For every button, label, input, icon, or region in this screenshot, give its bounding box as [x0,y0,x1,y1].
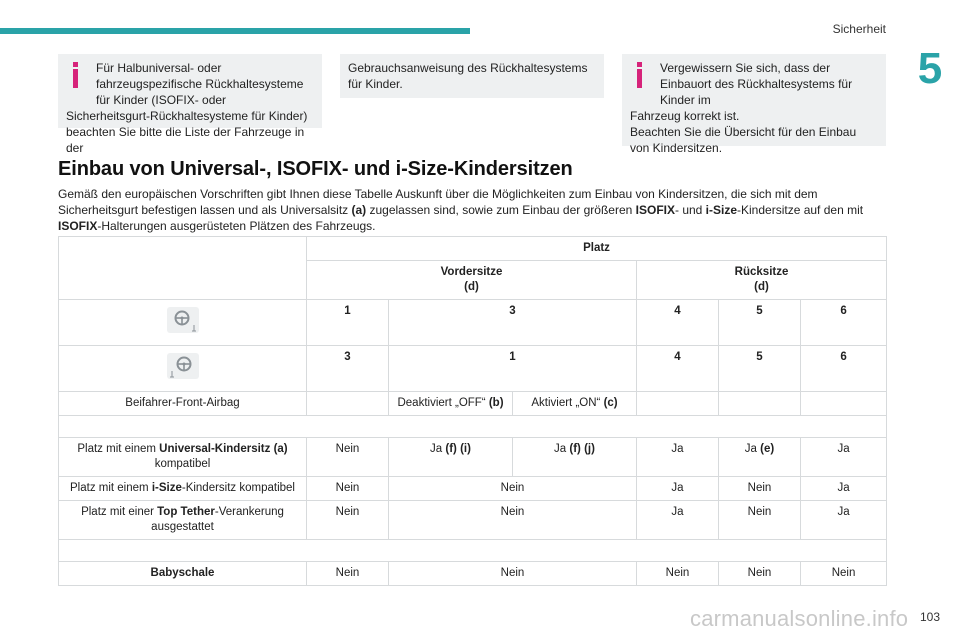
chapter-color-bar [0,28,470,34]
info-icon [632,62,648,88]
row-label: Babyschale [59,562,307,586]
row-label: Platz mit einer Top Tether-Verankerung ausgestattet [59,501,307,540]
info-icon [68,62,84,88]
table-row [59,392,887,416]
note-text-rest: Sicherheitsgurt-Rückhaltesysteme für Kinder) beachten Sie bitte die Liste der Fahrzeuge in der [66,109,308,155]
watermark: carmanualsonline.info [690,606,909,631]
page-heading: Einbau von Universal-, ISOFIX- und i-Size-Kindersitzen [58,158,573,180]
airbag-label: Beifahrer-Front-Airbag [59,392,307,416]
row-label: Platz mit einem Universal-Kindersitz (a) kompatibel [59,438,307,477]
table-row: Platz mit einem i-Size-Kindersitz kompatibel Nein Nein Ja Nein Ja [59,477,887,501]
rear-seats-header: Rücksitze (d) [637,261,887,300]
info-note-halfuniversal [58,54,322,155]
note-text-extra: Beachten Sie die Übersicht für den Einbau von Kindersitzen. [630,125,857,155]
table-row: 1 3 4 5 6 [59,300,887,346]
note-text-lead: Vergewissern Sie sich, dass der Einbauort des Rückhaltesystems für Kinder im [660,61,853,107]
table-row: 3 1 4 5 6 [59,346,887,392]
airbag-on: Aktiviert „ON“ (c) [513,392,637,416]
intro-paragraph: Gemäß den europäischen Vorschriften gibt Ihnen diese Tabelle Auskunft über die Möglichkeiten zum Einbau von Kindersitzen, die sich mit dem Sicherheitsgurt befestigen lassen und als Universalsitz (a) zugelassen sind, sowie zum Einbau der größeren ISOFIX- und i-Size-Kindersitze auf den mit ISOFIX-Halterungen ausgerüsteten Plätzen des Fahrzeugs. [58,187,864,233]
table-spacer-row [59,416,887,438]
rhd-steering-wheel-icon [166,352,200,380]
table-row: Platz mit einem Universal-Kindersitz (a) kompatibel Nein Ja (f) (i) Ja (f) (j) Ja Ja (e) Ja [59,438,887,477]
page-number: 103 [919,610,940,624]
child-seat-table [58,236,887,586]
note-text-rest: Fahrzeug korrekt ist. [630,109,740,123]
info-note-continued [340,54,604,98]
note-text-lead: Für Halbuniversal- oder fahrzeugspezifische Rückhaltesysteme für Kinder (ISOFIX- oder [96,61,304,107]
table-header-row [59,237,887,261]
table-row: Platz mit einer Top Tether-Verankerung ausgestattet Nein Nein Ja Nein Ja [59,501,887,540]
chapter-number: 5 [917,44,943,93]
info-note-placement [622,54,886,155]
front-seats-header: Vordersitze (d) [307,261,637,300]
note-text: Gebrauchsanweisung des Rückhaltesystems für Kinder. [348,61,588,91]
platz-header: Platz [307,237,887,261]
table-row: Babyschale Nein Nein Nein Nein Nein [59,562,887,586]
row-label: Platz mit einem i-Size-Kindersitz kompatibel [59,477,307,501]
section-title: Sicherheit [832,22,886,36]
table-spacer-row [59,540,887,562]
lhd-steering-wheel-icon [166,306,200,334]
airbag-off: Deaktiviert „OFF“ (b) [389,392,513,416]
